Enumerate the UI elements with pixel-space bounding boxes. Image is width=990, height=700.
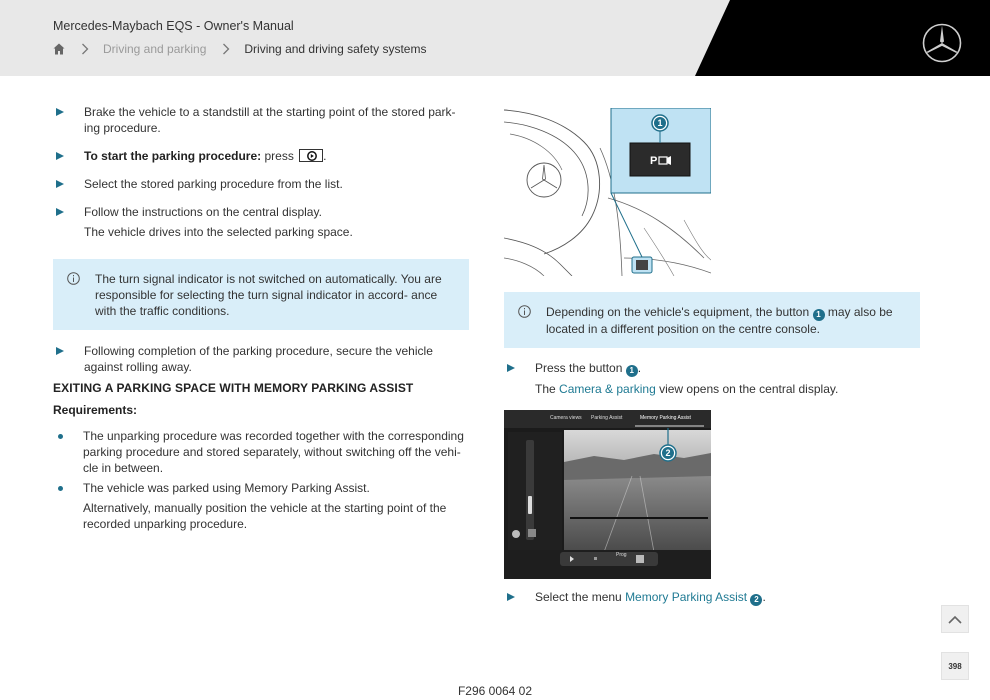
chevron-right-icon (81, 43, 89, 55)
step-suffix: . (762, 590, 766, 604)
camera-parking-link[interactable]: Camera & parking (559, 382, 656, 396)
instruction-step (504, 589, 934, 606)
step-text (84, 148, 469, 164)
instruction-step (53, 204, 469, 240)
requirement-item (53, 428, 469, 476)
result-text-continued: view opens on the central display. (659, 382, 839, 396)
step-arrow-icon (507, 364, 515, 372)
instruction-step (53, 343, 469, 375)
info-text: Depending on the vehicle's equipment, the button (546, 305, 810, 319)
manual-title: Mercedes-Maybach EQS - Owner's Manual (53, 19, 294, 33)
step-suffix: . (637, 361, 642, 375)
info-note-console (504, 292, 920, 348)
breadcrumb-link-driving-and-parking[interactable]: Driving and parking (103, 42, 207, 56)
header (0, 0, 990, 76)
step-arrow-icon (56, 108, 64, 116)
requirement-text: The vehicle was parked using Memory Parking Assist. (83, 481, 370, 495)
chevron-up-icon (948, 615, 962, 624)
requirements-title: Requirements: (53, 403, 138, 417)
step-text: Following completion of the parking procedure, secure the vehicle against rolling away. (84, 344, 433, 374)
step-arrow-icon (56, 180, 64, 188)
step-result: The vehicle drives into the selected parking space. (84, 225, 353, 239)
step-text: Brake the vehicle to a standstill at the starting point of the stored park- ing procedure. (84, 105, 456, 135)
home-icon[interactable] (53, 43, 65, 55)
info-text-continued: may also be located in a different position on the centre console. (546, 305, 893, 336)
step-text-inline: press (261, 149, 294, 163)
instruction-step (53, 176, 469, 192)
step-bold-label: To start the parking procedure: (84, 149, 262, 163)
mercedes-star-logo (921, 22, 963, 64)
figure1-callout: 1 (657, 118, 663, 128)
instruction-step (504, 360, 934, 397)
info-icon (518, 305, 531, 318)
camera-display-drawing (504, 410, 711, 579)
callout-badge-2: 2 (750, 594, 762, 606)
tab-parking-assist[interactable]: Parking Assist (591, 415, 623, 421)
step-arrow-icon (507, 593, 515, 601)
memory-parking-assist-link[interactable]: Memory Parking Assist (625, 590, 748, 604)
instruction-step (53, 104, 469, 136)
info-note (53, 259, 469, 330)
step-arrow-icon (56, 152, 64, 160)
bullet-dot-icon (58, 486, 63, 491)
breadcrumb-current: Driving and driving safety systems (244, 42, 427, 56)
page-number-badge[interactable] (941, 652, 969, 680)
figure2-callout: 2 (665, 448, 671, 458)
step-text-inline: Press the button (535, 361, 623, 375)
step-result (535, 381, 934, 397)
parking-button-key-icon (299, 149, 323, 162)
section-title: EXITING A PARKING SPACE WITH MEMORY PARKING ASSIST (53, 381, 414, 395)
step-text (535, 360, 934, 377)
requirement-text: The unparking procedure was recorded together with the corresponding parking procedure and stored separately, without switching off the vehi- cle in between. (83, 429, 464, 475)
scroll-to-top-button[interactable] (941, 605, 969, 633)
result-text: The (535, 382, 556, 396)
prog-label: Prog (616, 552, 627, 558)
info-text: The turn signal indicator is not switched on automatically. You are responsible for selecting the turn signal indicator in accord- ance with the traffic conditions. (95, 272, 442, 318)
svg-text:P: P (650, 155, 658, 167)
dashboard-line-drawing (504, 108, 711, 276)
figure-code: F296 0064 02 (457, 684, 533, 698)
step-arrow-icon (56, 347, 64, 355)
requirement-extra: Alternatively, manually position the vehicle at the starting point of the recorded unparking procedure. (83, 501, 447, 531)
instruction-step-select-menu (504, 589, 934, 618)
info-icon (67, 272, 80, 285)
step-text (535, 589, 934, 606)
breadcrumb (53, 42, 426, 56)
step-suffix: . (323, 149, 327, 163)
bullet-dot-icon (58, 434, 63, 439)
camera-display-screenshot (504, 410, 711, 579)
callout-badge-1: 1 (813, 309, 825, 321)
chevron-right-icon (222, 43, 230, 55)
tab-memory-parking-assist[interactable]: Memory Parking Assist (640, 415, 691, 421)
requirement-item (53, 480, 469, 532)
step-text: Follow the instructions on the central display. (84, 205, 322, 219)
callout-badge-1: 1 (626, 365, 638, 377)
left-column (53, 104, 469, 536)
step-text: Select the stored parking procedure from the list. (84, 177, 343, 191)
instruction-step (53, 148, 469, 164)
page-number: 398 (948, 661, 962, 671)
dashboard-illustration (504, 108, 711, 276)
step-arrow-icon (56, 208, 64, 216)
tab-camera-views[interactable]: Camera views (550, 415, 582, 421)
instruction-step-press-button (504, 360, 934, 409)
step-text-inline: Select the menu (535, 590, 622, 604)
